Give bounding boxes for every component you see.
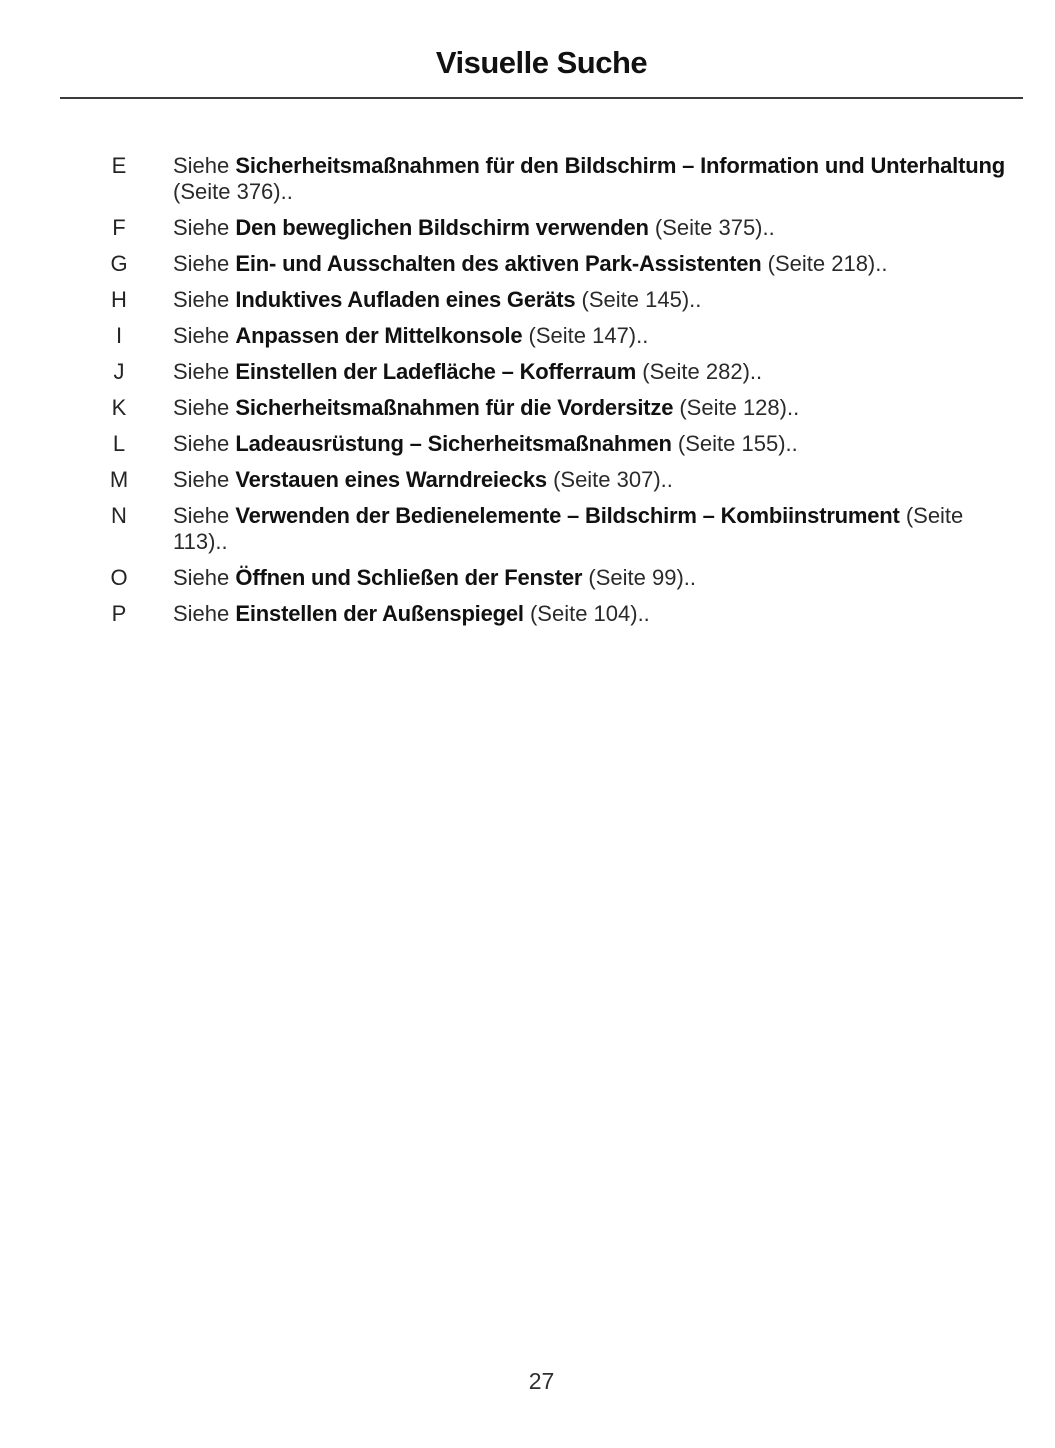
entry-text <box>173 323 1013 349</box>
entry-page-ref: (Seite 376).. <box>173 179 293 205</box>
entry-row <box>0 251 1055 277</box>
entry-text <box>173 601 1013 627</box>
entry-topic: Sicherheitsmaßnahmen für die Vordersitze <box>235 395 674 421</box>
entry-letter: I <box>115 323 123 349</box>
entry-prefix: Siehe <box>173 359 230 385</box>
entry-page-ref: (Seite 155).. <box>677 431 798 457</box>
entry-letter: J <box>113 359 125 385</box>
entry-topic: Ein- und Ausschalten des aktiven Park-Assistenten <box>235 251 762 277</box>
entry-prefix: Siehe <box>173 287 230 313</box>
entry-prefix: Siehe <box>173 503 230 529</box>
entry-topic: Verwenden der Bedienelemente – Bildschirm – Kombiinstrument <box>235 503 900 529</box>
entry-page-ref: (Seite 307).. <box>553 467 673 493</box>
entry-text <box>173 287 1013 313</box>
entry-row <box>0 359 1055 385</box>
entry-prefix: Siehe <box>173 565 230 591</box>
entry-page-ref: (Seite 99).. <box>588 565 697 591</box>
entry-page-ref: (Seite 282).. <box>642 359 763 385</box>
page-number: 27 <box>528 1368 555 1394</box>
entry-topic: Öffnen und Schließen der Fenster <box>235 565 583 591</box>
entry-row <box>0 287 1055 313</box>
entry-topic: Den beweglichen Bildschirm verwenden <box>235 215 649 241</box>
entry-text <box>173 359 1013 385</box>
entry-row <box>0 215 1055 241</box>
entry-row <box>0 431 1055 457</box>
entry-topic: Induktives Aufladen eines Geräts <box>235 287 576 313</box>
entry-letter: F <box>112 215 126 241</box>
entry-text <box>173 395 1013 421</box>
entry-row <box>0 601 1055 627</box>
entry-letter: E <box>111 153 127 179</box>
entry-prefix: Siehe <box>173 215 230 241</box>
entry-page-ref: (Seite 218).. <box>767 251 888 277</box>
entry-text <box>173 215 1013 241</box>
entry-text <box>173 153 1013 205</box>
entry-letter: L <box>112 431 126 457</box>
entry-letter: M <box>109 467 129 493</box>
entry-topic: Verstauen eines Warndreiecks <box>235 467 547 493</box>
entry-letter: P <box>111 601 127 627</box>
entry-row <box>0 503 1055 555</box>
entry-text <box>173 467 1013 493</box>
entry-page-ref: (Seite 104).. <box>529 601 650 627</box>
entry-topic: Einstellen der Außenspiegel <box>235 601 524 627</box>
entry-letter: H <box>111 287 127 313</box>
entry-prefix: Siehe <box>173 153 230 179</box>
entry-prefix: Siehe <box>173 251 230 277</box>
entry-prefix: Siehe <box>173 467 230 493</box>
entry-letter: K <box>111 395 127 421</box>
entry-row <box>0 323 1055 349</box>
entry-letter: N <box>111 503 127 529</box>
visual-search-list <box>0 153 1055 627</box>
entry-topic: Ladeausrüstung – Sicherheitsmaßnahmen <box>235 431 672 457</box>
entry-row <box>0 395 1055 421</box>
header-divider <box>60 97 1023 99</box>
page-header <box>60 0 1023 81</box>
entry-text <box>173 251 1013 277</box>
entry-text <box>173 431 1013 457</box>
entry-topic: Einstellen der Ladefläche – Kofferraum <box>235 359 637 385</box>
entry-page-ref: (Seite 145).. <box>581 287 702 313</box>
entry-page-ref: (Seite 375).. <box>654 215 775 241</box>
entry-page-ref: (Seite 147).. <box>528 323 649 349</box>
entry-prefix: Siehe <box>173 395 230 421</box>
entry-topic: Sicherheitsmaßnahmen für den Bildschirm – Information und Unterhaltung <box>235 153 1005 179</box>
entry-topic: Anpassen der Mittelkonsole <box>235 323 523 349</box>
entry-prefix: Siehe <box>173 323 230 349</box>
entry-page-ref: (Seite 113).. <box>173 503 964 555</box>
entry-letter: G <box>110 251 128 277</box>
entry-row <box>0 467 1055 493</box>
entry-page-ref: (Seite 128).. <box>679 395 800 421</box>
entry-prefix: Siehe <box>173 601 230 627</box>
entry-row <box>0 153 1055 205</box>
entry-text <box>173 565 1013 591</box>
entry-row <box>0 565 1055 591</box>
page-title: Visuelle Suche <box>435 45 648 80</box>
entry-text <box>173 503 1013 555</box>
entry-prefix: Siehe <box>173 431 230 457</box>
entry-letter: O <box>110 565 128 591</box>
